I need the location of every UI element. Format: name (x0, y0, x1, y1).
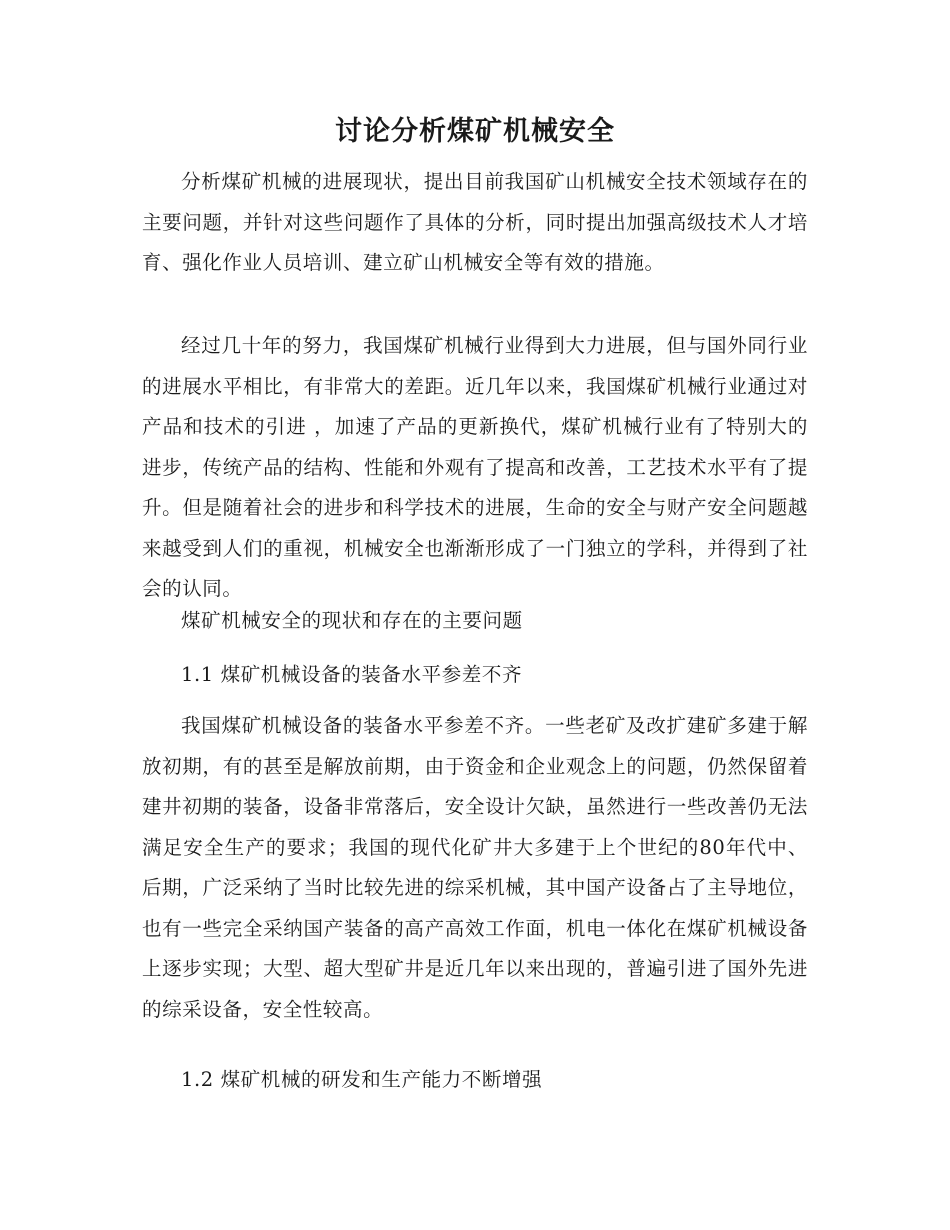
subsection-heading-1-2: 1.2 煤矿机械的研发和生产能力不断增强 (181, 1068, 543, 1091)
abstract-paragraph: 分析煤矿机械的进展现状，提出目前我国矿山机械安全技术领域存在的主要问题，并针对这些问题作了具体的分析，同时提出加强高级技术人才培育、强化作业人员培训、建立矿山机械安全等有效的措施。 (142, 170, 808, 274)
subsection-heading-1-1: 1.1 煤矿机械设备的装备水平参差不齐 (181, 663, 523, 686)
intro-paragraph: 经过几十年的努力，我国煤矿机械行业得到大力进展，但与国外同行业的进展水平相比，有非常大的差距。近几年以来，我国煤矿机械行业通过对产品和技术的引进 ，加速了产品的更新换代，煤矿机械行业有了特别大的进步，传统产品的结构、性能和外观有了提高和改善，工艺技术水平有了提升。但是随着社会的进步和科学技术的进展，生命的安全与财产安全问题越来越受到人们的重视，机械安全也渐渐形成了一门独立的学科，并得到了社会的认同。 (142, 334, 808, 600)
body-paragraph: 我国煤矿机械设备的装备水平参差不齐。一些老矿及改扩建矿多建于解放初期，有的甚至是解放前期，由于资金和企业观念上的问题，仍然保留着建井初期的装备，设备非常落后，安全设计欠缺，虽然进行一些改善仍无法满足安全生产的要求；我国的现代化矿井大多建于上个世纪的80年代中、后期，广泛采纳了当时比较先进的综采机械，其中国产设备占了主导地位，也有一些完全采纳国产装备的高产高效工作面，机电一体化在煤矿机械设备上逐步实现；大型、超大型矿井是近几年以来出现的，普遍引进了国外先进的综采设备，安全性较高。 (142, 714, 808, 1021)
section-heading: 煤矿机械安全的现状和存在的主要问题 (181, 609, 523, 632)
document-title: 讨论分析煤矿机械安全 (335, 116, 615, 147)
